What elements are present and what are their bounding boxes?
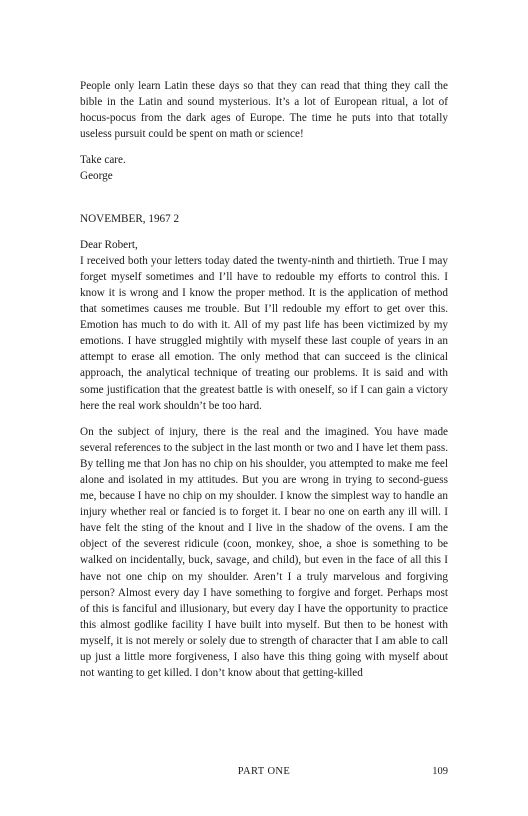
page-body <box>80 78 448 681</box>
letter-salutation: Dear Robert, <box>80 238 138 251</box>
letter-signoff: Take care. <box>80 154 126 167</box>
paragraph-letters-received: I received both your letters today dated the twenty-ninth and thirtieth. True I may forget myself sometimes and I’ll have to redouble my efforts to control this. I know it is wrong and I know the proper method. It is the application of method that sometimes causes me trouble. But I’ll redouble my effort to get over this. Emotion has much to do with it. All of my past life has been victimized by my emotions. I have struggled mightily with myself these last couple of years in an attempt to erase all emotion. The only method that can succeed is the clinical approach, the analytical technique of treating our problems. It is said and with some justification that the greatest battle is with oneself, so if I can gain a victory here the real work shouldn’t be too hard. <box>80 254 448 412</box>
letter-signature: George <box>80 170 113 183</box>
page-number: 109 <box>432 766 448 777</box>
running-head: PART ONE <box>237 766 291 777</box>
paragraph-latin: People only learn Latin these days so that they can read that thing they call the bible in the Latin and sound mysterious. It’s a lot of European ritual, a lot of hocus-pocus from the dark ages of Europe. The time he puts into that totally useless pursuit could be spent on math or science! <box>80 80 448 141</box>
paragraph-injury: On the subject of injury, there is the real and the imagined. You have made several references to the subject in the last month or two and I have let them pass. By telling me that Jon has no chip on his shoulder, you attempted to make me feel alone and isolated in my attitudes. But you are wrong in trying to second-guess me, because I have no chip on my shoulder. I know the simplest way to handle an injury whether real or fancied is to forget it. I bear no one on earth any ill will. I have felt the sting of the knout and I live in the shadow of the ovens. I am the object of the severest ridicule (coon, monkey, shoe, a shoe is something to be walked on incidentally, buck, savage, and child), but even in the face of all this I have not one chip on my shoulder. Aren’t I a truly marvelous and forgiving person? Almost every day I have something to forgive and forget. Perhaps most of this is fanciful and illusionary, but every day I have the opportunity to practice this almost godlike facility I have built into myself. But then to be honest with myself, it is not merely or solely due to strength of character that I am able to call up just a little more forgiveness, I also have this thing going with myself about not wanting to get killed. I don’t know about that getting-killed <box>80 425 448 680</box>
letter-date-heading: NOVEMBER, 1967 2 <box>80 212 180 225</box>
